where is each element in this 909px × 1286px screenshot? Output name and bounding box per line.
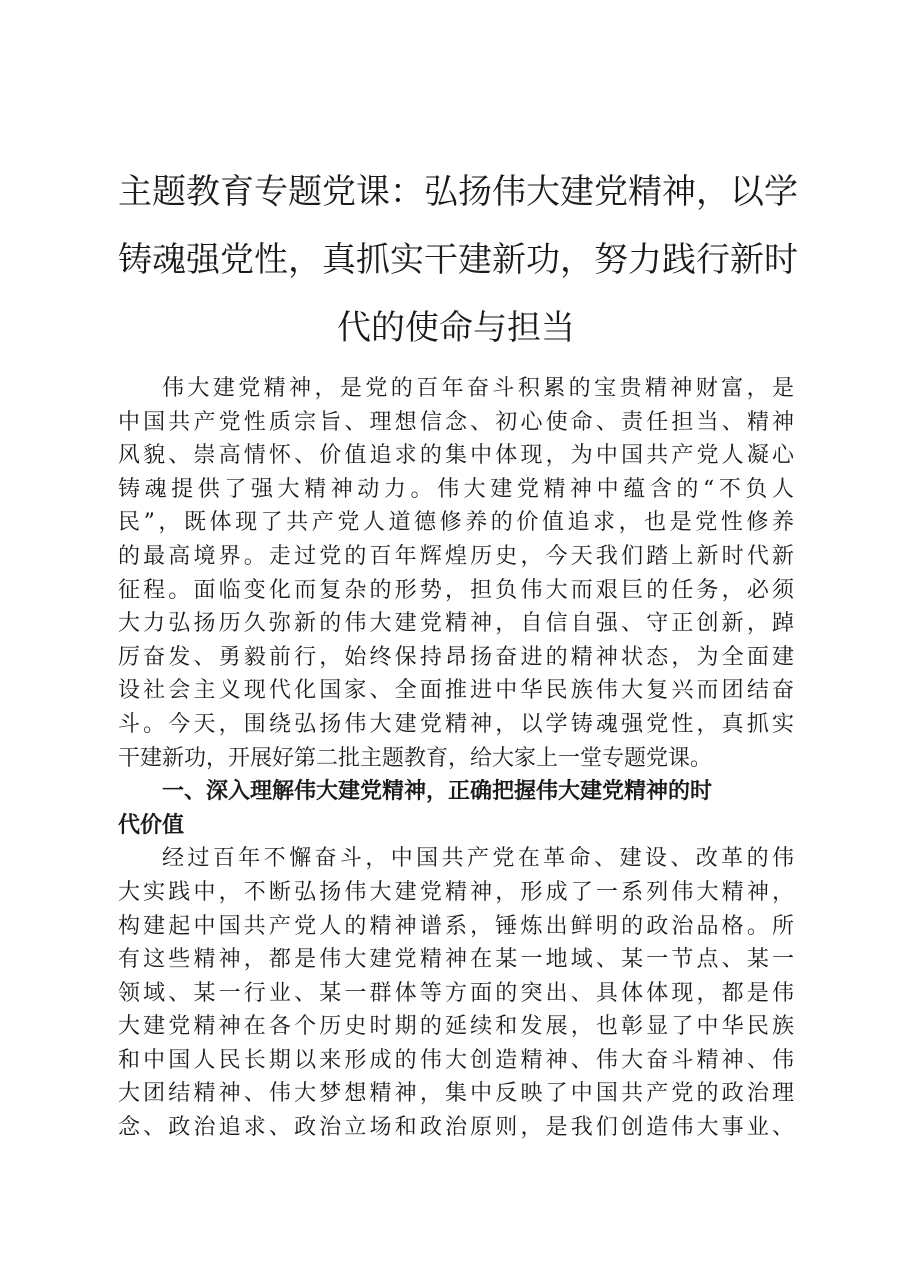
text-line: 干建新功，开展好第二批主题教育，给大家上一堂专题党课。 [118,745,713,771]
text-line: 民”，既体现了共产党人道德修养的价值追求，也是党性修养 [118,510,794,536]
section-heading [118,775,794,842]
text-line: 风貌、崇高情怀、价值追求的集中体现，为中国共产党人凝心 [118,443,794,469]
heading-line: 一、深入理解伟大建党精神，正确把握伟大建党精神的时 [162,779,713,805]
text-line: 和中国人民长期以来形成的伟大创造精神、伟大奋斗精神、伟 [118,1047,794,1073]
heading-line: 代价值 [118,812,185,838]
text-line: 厉奋发、勇毅前行，始终保持昂扬奋进的精神状态，为全面建 [118,644,794,670]
text-line: 伟大建党精神，是党的百年奋斗积累的宝贵精神财富，是 [162,376,794,401]
section-paragraph [118,842,794,1144]
text-line: 念、政治追求、政治立场和政治原则，是我们创造伟大事业、 [118,1115,794,1141]
text-line: 中国共产党性质宗旨、理想信念、初心使命、责任担当、精神 [118,409,794,435]
text-line: 大实践中，不断弘扬伟大建党精神，形成了一系列伟大精神， [118,879,794,905]
text-line: 构建起中国共产党人的精神谱系，锤炼出鲜明的政治品格。所 [118,913,794,939]
text-line: 征程。面临变化而复杂的形势，担负伟大而艰巨的任务，必须 [118,577,794,603]
text-line: 的最高境界。走过党的百年辉煌历史，今天我们踏上新时代新 [118,543,794,569]
text-line: 领域、某一行业、某一群体等方面的突出、具体体现，都是伟 [118,980,794,1006]
text-line: 有这些精神，都是伟大建党精神在某一地域、某一节点、某一 [118,947,794,973]
text-line: 大力弘扬历久弥新的伟大建党精神，自信自强、守正创新，踔 [118,611,794,637]
text-line: 斗。今天，围绕弘扬伟大建党精神，以学铸魂强党性，真抓实 [118,711,794,737]
text-line: 大团结精神、伟大梦想精神，集中反映了中国共产党的政治理 [118,1081,794,1107]
title-line: 铸魂强党性，真抓实干建新功，努力践行新时 [118,240,798,280]
text-line: 大建党精神在各个历史时期的延续和发展，也彰显了中华民族 [118,1014,794,1040]
text-line: 设社会主义现代化国家、全面推进中华民族伟大复兴而团结奋 [118,678,794,704]
title-line: 主题教育专题党课：弘扬伟大建党精神，以学 [118,172,798,212]
title-line: 代的使命与担当 [337,308,575,348]
document-title [118,158,798,362]
document-body [118,372,794,1145]
intro-paragraph [118,372,794,775]
text-line: 经过百年不懈奋斗，中国共产党在革命、建设、改革的伟 [162,846,794,872]
text-line: 铸魂提供了强大精神动力。伟大建党精神中蕴含的“不负人 [118,476,794,502]
